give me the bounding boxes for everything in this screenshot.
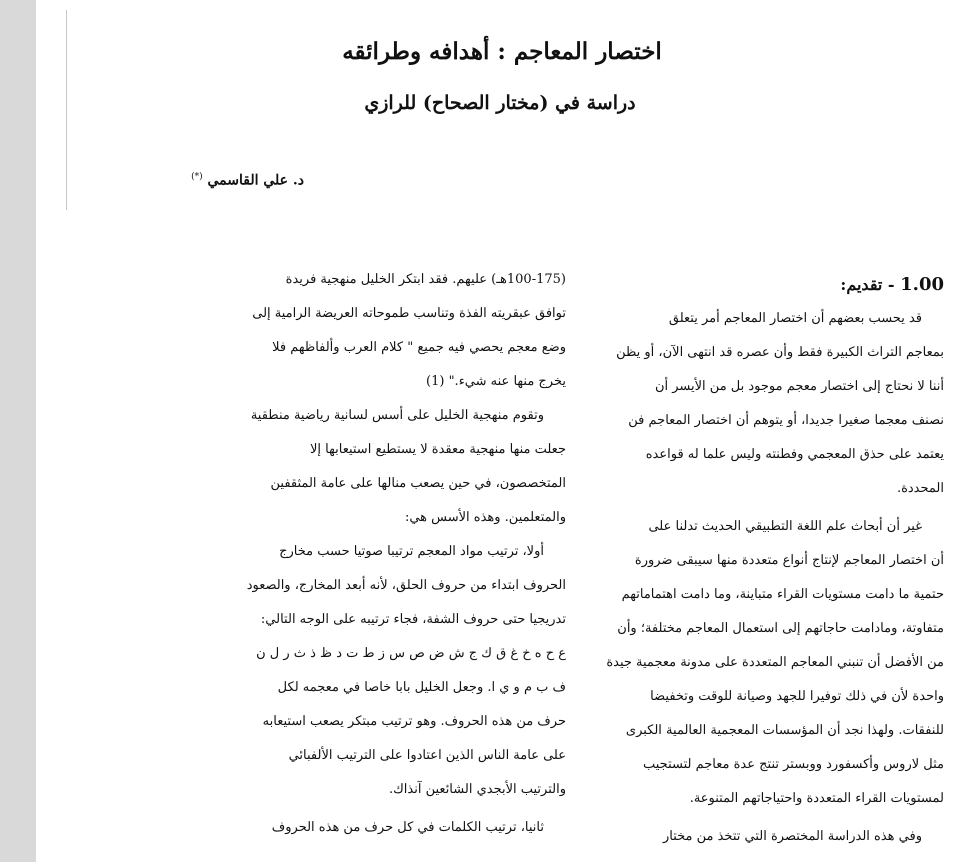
paragraph-line: مثل لاروس وأكسفورد ووبستر تنتج عدة معاجم لتستجيب bbox=[642, 757, 944, 772]
paragraph-line: وضع معجم يحصي فيه جميع " كلام العرب وألفاظهم فلا bbox=[272, 340, 566, 355]
paragraph-line: جعلت منها منهجية معقدة لا يستطيع استيعابها إلا bbox=[310, 442, 566, 457]
paragraph-line: على عامة الناس الذين اعتادوا على الترتيب الألفبائي bbox=[288, 748, 566, 763]
viewer-left-margin bbox=[0, 0, 36, 862]
paragraph-line: يخرج منها عنه شيء." (1) bbox=[426, 374, 566, 389]
paragraph-line: والترتيب الأبجدي الشائعين آنذاك. bbox=[388, 782, 566, 797]
section-heading bbox=[572, 268, 944, 302]
paragraph-line: ثانيا، ترتيب الكلمات في كل حرف من هذه الحروف bbox=[271, 820, 544, 835]
article-title: اختصار المعاجم : أهدافه وطرائقه bbox=[342, 38, 662, 65]
paragraph-line: وتقوم منهجية الخليل على أسس لسانية رياضية منطقية bbox=[250, 408, 544, 423]
section-title: - تقديم: bbox=[840, 275, 895, 294]
paragraph-line: تدريجيا حتى حروف الشفة، فجاء ترتيبه على الوجه التالي: bbox=[260, 612, 566, 627]
section-number: 1.00 bbox=[900, 274, 944, 295]
author-name-text: د. علي القاسمي bbox=[207, 172, 304, 189]
letter-order-line: ع ح ه خ غ ق ك ج ش ض ص س ز ط ت د ظ ذ ث ر ل ن bbox=[256, 646, 566, 661]
paragraph-line: وفي هذه الدراسة المختصرة التي تتخذ من مختار bbox=[662, 829, 922, 844]
page-edge-mark bbox=[66, 10, 67, 210]
paragraph-line: للنفقات. ولهذا نجد أن المؤسسات المعجمية العالمية الكبرى bbox=[625, 723, 944, 738]
paragraph-line: والمتعلمين. وهذه الأسس هي: bbox=[404, 510, 566, 525]
paragraph-line: متفاوتة، ومادامت حاجاتهم إلى استعمال المعاجم مختلفة؛ وأن bbox=[617, 621, 944, 636]
paragraph-line: (100-175هـ) عليهم. فقد ابتكر الخليل منهجية فريدة bbox=[285, 272, 566, 287]
paragraph-line: قد يحسب بعضهم أن اختصار المعاجم أمر يتعلق bbox=[668, 311, 922, 326]
paragraph-line: لمستويات القراء المتعددة واحتياجاتهم المتنوعة. bbox=[689, 791, 944, 806]
paragraph-line: ف ب م و ي ا. وجعل الخليل بابا خاصا في معجمه لكل bbox=[277, 680, 566, 695]
author-footnote-mark: (*) bbox=[191, 172, 203, 182]
paragraph-line: نصنف معجما صغيرا جديدا، أو يتوهم أن اختصار المعاجم فن bbox=[628, 413, 944, 428]
text-column-left bbox=[180, 263, 566, 845]
paragraph-line: حرف من هذه الحروف. وهو ترتيب مبتكر يصعب استيعابه bbox=[262, 714, 566, 729]
paragraph-line: غير أن أبحاث علم اللغة التطبيقي الحديث تدلنا على bbox=[648, 519, 922, 534]
text-column-right bbox=[572, 268, 944, 854]
paragraph-line: أن اختصار المعاجم لإنتاج أنواع متعددة منها سيبقى ضرورة bbox=[634, 553, 944, 568]
paragraph-line: بمعاجم التراث الكبيرة فقط وأن عصره قد انتهى الآن، أو يظن bbox=[616, 345, 944, 360]
author-name bbox=[191, 172, 304, 189]
paragraph-line: حتمية ما دامت مستويات القراء متباينة، وما دامت اهتماماتهم bbox=[621, 587, 944, 602]
paragraph-line: أننا لا نحتاج إلى اختصار معجم موجود بل من الأيسر أن bbox=[654, 379, 944, 394]
paragraph-line: توافق عبقريته الفذة وتناسب طموحاته العريضة الرامية إلى bbox=[252, 306, 566, 321]
paragraph-line: الحروف ابتداء من حروف الحلق، لأنه أبعد المخارج، والصعود bbox=[246, 578, 566, 593]
paragraph-line: المتخصصون، في حين يصعب منالها على عامة المثقفين bbox=[270, 476, 566, 491]
document-page bbox=[36, 0, 980, 862]
paragraph-line: واحدة لأن في ذلك توفيرا للجهد وصيانة للوقت وتخفيضا bbox=[650, 689, 944, 704]
article-subtitle: دراسة في (مختار الصحاح) للرازي bbox=[364, 92, 636, 114]
paragraph-line: يعتمد على حذق المعجمي وفطنته وليس علما له قواعده bbox=[645, 447, 944, 462]
paragraph-line: أولا، ترتيب مواد المعجم ترتيبا صوتيا حسب مخارج bbox=[279, 544, 544, 559]
paragraph-line: من الأفضل أن تنبني المعاجم المتعددة على مدونة معجمية جيدة bbox=[606, 655, 944, 670]
paragraph-line: المحددة. bbox=[896, 481, 944, 496]
